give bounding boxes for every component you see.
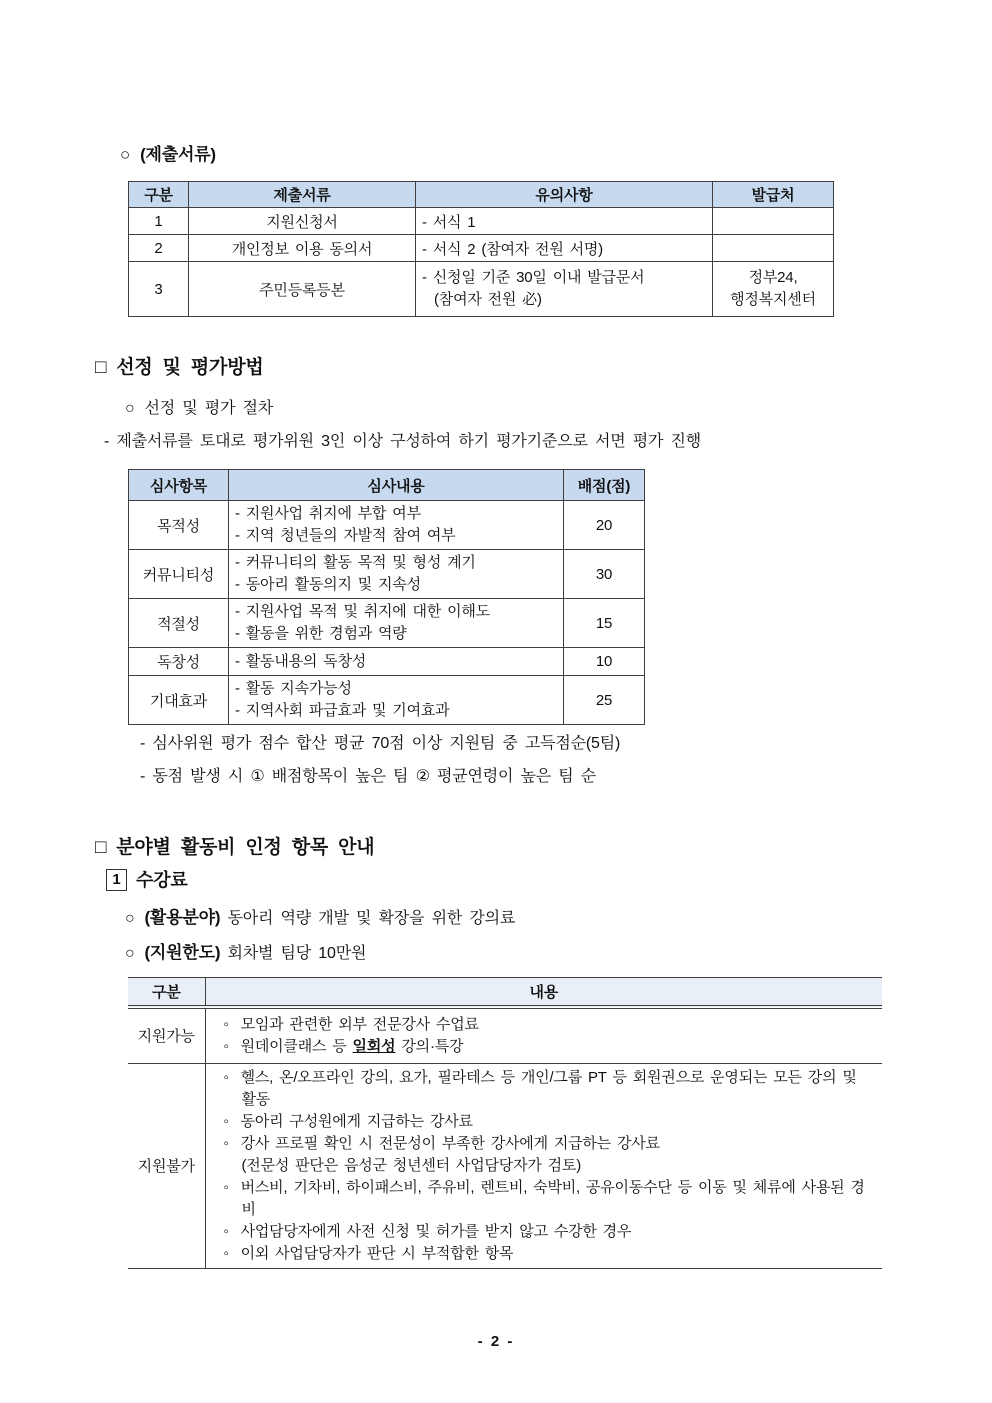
submission-section-title — [120, 140, 216, 165]
not-allowed-item-text: 동아리 구성원에게 지급하는 강사료 — [240, 1112, 473, 1130]
not-allowed-item — [212, 1067, 877, 1111]
activity-title-text: 분야별 활동비 인정 항목 안내 — [116, 837, 375, 858]
use-label: (활용분야) — [144, 908, 221, 927]
detail-line: - 지원사업 취지에 부합 여부 — [235, 505, 421, 522]
cell-score: 30 — [564, 550, 645, 599]
col-header-gubun: 구분 — [129, 182, 189, 208]
col-header-item: 심사항목 — [129, 470, 229, 501]
evaluation-title-text: 선정 및 평가방법 — [116, 357, 264, 378]
cell-item: 적절성 — [129, 599, 229, 648]
cell-content — [229, 550, 564, 599]
allowed-item-text: 모임과 관련한 외부 전문강사 수업료 — [240, 1015, 479, 1033]
limit-label: (지원한도) — [144, 943, 221, 962]
evaluation-criteria-table — [128, 469, 645, 725]
circle-small-bullet-icon: ◦ — [223, 1015, 229, 1033]
detail-line: - 지역 청년들의 자발적 참여 여부 — [235, 527, 456, 544]
not-allowed-item-text: 사업담당자에게 사전 신청 및 허가를 받지 않고 수강한 경우 — [240, 1222, 632, 1240]
table-row — [129, 550, 645, 599]
activity-use-line — [125, 903, 515, 928]
table-row — [129, 262, 834, 317]
submission-title-text: (제출서류) — [140, 145, 216, 164]
detail-line: - 활동을 위한 경험과 역량 — [235, 625, 407, 642]
circle-small-bullet-icon: ◦ — [223, 1222, 229, 1240]
limit-text: 회차별 팀당 10만원 — [227, 945, 367, 962]
col-header-doc: 제출서류 — [189, 182, 416, 208]
detail-line: - 커뮤니티의 활동 목적 및 형성 계기 — [235, 554, 476, 571]
cell-issuer — [713, 235, 834, 262]
evaluation-section-title — [95, 352, 264, 379]
table-row — [129, 599, 645, 648]
col-header-content: 심사내용 — [229, 470, 564, 501]
table-row — [129, 235, 834, 262]
cell-doc: 지원신청서 — [189, 208, 416, 235]
col-header-note: 유의사항 — [416, 182, 713, 208]
table-header-row — [129, 182, 834, 208]
detail-line: - 활동 지속가능성 — [235, 680, 352, 697]
not-allowed-item-subnote: (전문성 판단은 음성군 청년센터 사업담당자가 검토) — [241, 1156, 582, 1174]
cell-note: - 서식 1 — [416, 208, 713, 235]
circle-small-bullet-icon: ◦ — [223, 1037, 229, 1055]
not-allowed-item-text: 헬스, 온/오프라인 강의, 요가, 필라테스 등 개인/그룹 PT 등 회원권으로 운영되는 모든 강의 및 활동 — [240, 1068, 857, 1108]
use-text: 동아리 역량 개발 및 확장을 위한 강의료 — [227, 910, 516, 927]
allowed-item-text: 강의·특강 — [395, 1037, 464, 1055]
cell-not-allowed-label: 지원불가 — [128, 1063, 205, 1268]
col-header-issuer: 발급처 — [713, 182, 834, 208]
not-allowed-item — [212, 1133, 877, 1155]
boxed-number-icon: 1 — [106, 869, 127, 891]
cell-no: 2 — [129, 235, 189, 262]
circle-small-bullet-icon: ◦ — [223, 1112, 229, 1130]
detail-line: - 지원사업 목적 및 취지에 대한 이해도 — [235, 603, 490, 620]
table-row — [129, 676, 645, 725]
col-header-gubun: 구분 — [128, 978, 205, 1008]
circle-small-bullet-icon: ◦ — [223, 1068, 229, 1086]
cell-note — [416, 262, 713, 317]
cell-item: 커뮤니티성 — [129, 550, 229, 599]
note-line-2: (참여자 전원 必) — [434, 291, 542, 308]
circle-bullet-icon: ○ — [125, 945, 135, 962]
col-header-score: 배점(점) — [564, 470, 645, 501]
evaluation-note-1: - 심사위원 평가 점수 합산 평균 70점 이상 지원팀 중 고득점순(5팀) — [140, 735, 621, 752]
cell-not-allowed-content — [205, 1063, 882, 1268]
not-allowed-item-text: 버스비, 기차비, 하이패스비, 주유비, 렌트비, 숙박비, 공유이동수단 등 이동 및 체류에 사용된 경비 — [240, 1178, 865, 1218]
table-row — [129, 648, 645, 676]
page-number: - 2 - — [477, 1333, 515, 1350]
not-allowed-item — [212, 1111, 877, 1133]
circle-bullet-icon: ○ — [125, 400, 135, 417]
table-header-row — [128, 978, 882, 1008]
detail-line: - 활동내용의 독창성 — [235, 652, 367, 670]
allowed-item — [212, 1014, 877, 1036]
table-row — [129, 208, 834, 235]
cell-issuer — [713, 262, 834, 317]
cell-content — [229, 599, 564, 648]
activity-section-title — [95, 832, 374, 859]
detail-line: - 동아리 활동의지 및 지속성 — [235, 576, 421, 593]
activity-item-title: 수강료 — [136, 870, 188, 890]
allowed-item — [212, 1036, 877, 1058]
cell-issuer — [713, 208, 834, 235]
activity-limit-line — [125, 938, 366, 963]
table-row-allowed — [128, 1007, 882, 1063]
submission-documents-table — [128, 181, 834, 317]
cell-doc: 개인정보 이용 동의서 — [189, 235, 416, 262]
cell-content — [229, 501, 564, 550]
not-allowed-item — [212, 1221, 877, 1243]
cell-no: 3 — [129, 262, 189, 317]
evaluation-subtitle-text: 선정 및 평가 절차 — [144, 400, 273, 417]
table-row — [129, 501, 645, 550]
circle-small-bullet-icon: ◦ — [223, 1178, 229, 1196]
fee-eligibility-table — [128, 977, 882, 1269]
circle-small-bullet-icon: ◦ — [223, 1134, 229, 1152]
cell-item: 목적성 — [129, 501, 229, 550]
cell-item: 독창성 — [129, 648, 229, 676]
note-line-1: - 신청일 기준 30일 이내 발급문서 — [422, 269, 645, 286]
allowed-item-emphasis: 일회성 — [352, 1037, 396, 1055]
cell-score: 20 — [564, 501, 645, 550]
cell-score: 25 — [564, 676, 645, 725]
circle-bullet-icon: ○ — [120, 145, 131, 164]
cell-score: 15 — [564, 599, 645, 648]
cell-content — [229, 676, 564, 725]
not-allowed-item — [212, 1177, 877, 1221]
activity-item-heading — [106, 866, 188, 892]
cell-content — [229, 648, 564, 676]
cell-no: 1 — [129, 208, 189, 235]
cell-doc: 주민등록등본 — [189, 262, 416, 317]
col-header-content: 내용 — [205, 978, 882, 1008]
evaluation-subtitle — [125, 395, 273, 418]
cell-allowed-content — [205, 1007, 882, 1063]
detail-line: - 지역사회 파급효과 및 기여효과 — [235, 702, 450, 719]
circle-small-bullet-icon: ◦ — [223, 1244, 229, 1262]
not-allowed-item-text: 이외 사업담당자가 판단 시 부적합한 항목 — [240, 1244, 514, 1262]
evaluation-description: - 제출서류를 토대로 평가위원 3인 이상 구성하여 하기 평가기준으로 서면 평가 진행 — [104, 433, 701, 450]
table-header-row — [129, 470, 645, 501]
square-bullet-icon: □ — [95, 357, 107, 378]
cell-allowed-label: 지원가능 — [128, 1007, 205, 1063]
cell-note: - 서식 2 (참여자 전원 서명) — [416, 235, 713, 262]
table-row-not-allowed — [128, 1063, 882, 1268]
issuer-line-1: 정부24, — [748, 269, 798, 286]
allowed-item-text: 원데이클래스 등 — [240, 1037, 353, 1055]
circle-bullet-icon: ○ — [125, 910, 135, 927]
evaluation-note-2: - 동점 발생 시 ① 배점항목이 높은 팀 ② 평균연령이 높은 팀 순 — [140, 768, 596, 785]
not-allowed-item-text: 강사 프로필 확인 시 전문성이 부족한 강사에게 지급하는 강사료 — [240, 1134, 660, 1152]
square-bullet-icon: □ — [95, 837, 107, 858]
not-allowed-item — [212, 1243, 877, 1265]
issuer-line-2: 행정복지센터 — [730, 291, 816, 308]
cell-score: 10 — [564, 648, 645, 676]
cell-item: 기대효과 — [129, 676, 229, 725]
